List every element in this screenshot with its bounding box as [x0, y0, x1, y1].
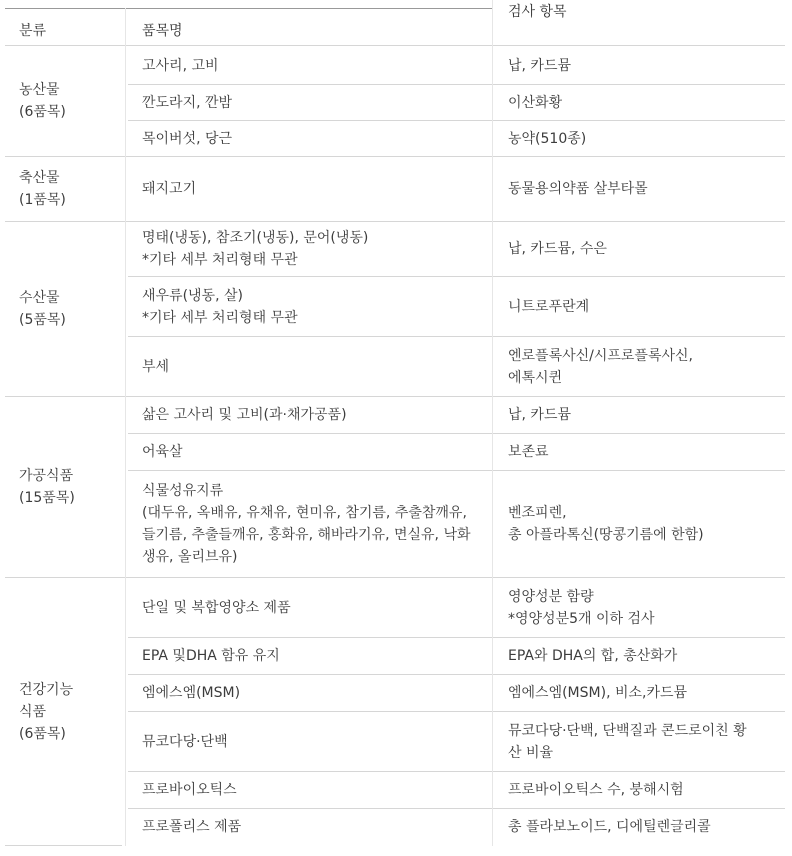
test-cell: 프로바이오틱스 수, 붕해시험 — [508, 782, 684, 798]
item-cell: 식물성유지류 (대두유, 옥배유, 유채유, 현미유, 참기름, 추출참깨유, 들기름, 추출들깨유, 홍화유, 해바라기유, 면실유, 낙화 생유, 올리브유) — [142, 483, 471, 565]
table-row — [5, 121, 785, 156]
table-row — [5, 809, 785, 845]
table-row — [5, 157, 785, 221]
item-cell: EPA 및DHA 함유 유지 — [142, 648, 280, 664]
table-row — [5, 772, 785, 808]
test-cell: EPA와 DHA의 합, 총산화가 — [508, 648, 678, 664]
table-row — [5, 397, 785, 433]
table-row — [5, 434, 785, 470]
table-row — [5, 712, 785, 771]
item-cell: 명태(냉동), 참조기(냉동), 문어(냉동) *기타 세부 처리형태 무관 — [142, 230, 369, 268]
item-cell: 삶은 고사리 및 고비(과·채가공품) — [142, 407, 347, 423]
table-row — [5, 222, 785, 276]
item-cell: 목이버섯, 당근 — [142, 130, 233, 147]
item-cell: 어육살 — [142, 444, 183, 460]
item-cell: 돼지고기 — [142, 181, 197, 197]
table-row — [5, 337, 785, 396]
header-bottom-rule — [5, 45, 785, 46]
item-cell: 부세 — [142, 358, 170, 375]
test-cell: 엔로플록사신/시프로플록사신, 에톡시퀸 — [508, 347, 693, 386]
group-divider — [5, 845, 122, 846]
category-fishery: 수산물 (5품목) — [19, 290, 66, 328]
table-row — [5, 471, 785, 577]
table-row — [5, 675, 785, 711]
test-cell: 납, 카드뮴 — [508, 57, 571, 74]
item-cell: 프로폴리스 제품 — [142, 819, 242, 835]
test-cell: 보존료 — [508, 444, 549, 460]
header-category: 분류 — [19, 22, 47, 39]
table-row — [5, 47, 785, 84]
test-cell: 농약(510종) — [508, 130, 587, 147]
item-cell: 새우류(냉동, 살) *기타 세부 처리형태 무관 — [142, 287, 298, 326]
item-cell: 뮤코다당·단백 — [142, 733, 228, 750]
table-row — [5, 638, 785, 674]
test-cell: 벤조피렌, 총 아플라톡신(땅콩기름에 한함) — [508, 505, 704, 543]
column-separator — [492, 0, 493, 846]
table-row — [5, 85, 785, 120]
test-cell: 뮤코다당·단백, 단백질과 콘드로이친 황 산 비율 — [508, 722, 747, 761]
category-livestock: 축산물 (1품목) — [19, 170, 66, 208]
test-cell: 동물용의약품 살부타몰 — [508, 181, 648, 197]
test-cell: 영양성분 함량 *영양성분5개 이하 검사 — [508, 588, 655, 627]
item-cell: 고사리, 고비 — [142, 57, 219, 74]
test-cell: 납, 카드뮴, 수은 — [508, 241, 607, 257]
header-test: 검사 항목 — [508, 4, 567, 20]
table-row — [5, 578, 785, 637]
column-separator — [125, 8, 126, 846]
test-cell: 납, 카드뮴 — [508, 407, 571, 423]
item-cell: 엠에스엠(MSM) — [142, 685, 241, 701]
category-health-functional-food: 건강기능 식품 (6품목) — [19, 681, 74, 742]
category-agricultural: 농산물 (6품목) — [19, 82, 66, 120]
test-cell: 총 플라보노이드, 디에틸렌글리콜 — [508, 819, 711, 835]
test-cell: 니트로푸란계 — [508, 298, 590, 315]
table-row — [5, 277, 785, 336]
item-cell: 프로바이오틱스 — [142, 782, 237, 798]
item-cell: 깐도라지, 깐밤 — [142, 94, 233, 111]
test-cell: 이산화황 — [508, 94, 563, 111]
header-item: 품목명 — [142, 22, 183, 39]
item-cell: 단일 및 복합영양소 제품 — [142, 599, 291, 616]
test-cell: 엠에스엠(MSM), 비소,카드뮴 — [508, 685, 688, 701]
category-processed-food: 가공식품 (15품목) — [19, 468, 75, 506]
header-row — [5, 4, 785, 45]
